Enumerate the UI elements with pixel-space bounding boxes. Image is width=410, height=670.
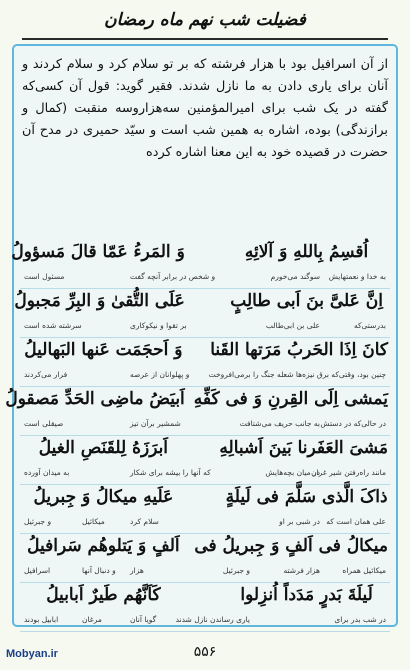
poem-row: [20, 436, 390, 485]
gloss-text: و پهلوانان از عرصه: [130, 370, 190, 379]
poem-row: [14, 289, 390, 338]
verse-right: کانَ اِذَا الحَربُ مَرَتها القَنا: [210, 340, 388, 360]
gloss-text: به خدا و نعمتهایش: [328, 272, 386, 281]
verse-left: اَبیَضُ ماضِی الحَدِّ مَصقولُ: [5, 389, 185, 409]
content-frame: [5, 44, 398, 627]
poem-row: [5, 387, 390, 436]
gloss-text: به جانب حریف می‌شتافت: [239, 419, 320, 428]
verse-left: کَاَنَّهُم طَیرٌ اَبابیلُ: [46, 585, 161, 605]
gloss-text: بر تقوا و نیکوکاری: [130, 321, 187, 330]
verse-right: لَیلَةَ بَدرٍ مَدَداً اُنزِلوا: [240, 585, 373, 605]
header-title: فضیلت شب نهم ماه رمضان: [104, 10, 306, 30]
verse-right: ذاکَ الَّذی سَلَّمَ فی لَیلَةٍ: [225, 487, 388, 507]
verse-right: اِنَّ عَلیَّ بنَ اَبی طالِبٍ: [230, 291, 383, 311]
gloss-text: مرغان: [82, 615, 102, 624]
gloss-text: مسئول است: [24, 272, 65, 281]
verse-left: اَلفٍ وَ یَتلوهُم سَرافیلُ: [27, 536, 180, 556]
gloss-text: سوگند می‌خورم: [270, 272, 320, 281]
gloss-text: بدرستی‌که: [353, 321, 386, 330]
gloss-text: و جبرئیل: [222, 566, 250, 575]
header-rule: [22, 38, 388, 40]
verse-left: وَ المَرءُ عَمّا قالَ مَسؤولُ: [11, 242, 185, 262]
gloss-text: شمشیر برآن تیز: [130, 419, 181, 428]
prose-block: [22, 54, 388, 164]
poem-row: [20, 338, 390, 387]
gloss-text: سرشته شده است: [24, 321, 82, 330]
gloss-text: مانند راه‌رفتن شیر غران: [311, 468, 386, 477]
gloss-text: هزار فرشته: [283, 566, 320, 575]
gloss-text: علی همان است که: [326, 517, 386, 526]
gloss-text: و دنبال آنها: [82, 566, 116, 575]
poem-row: [20, 534, 390, 583]
gloss-text: در حالی‌که در دستش: [320, 419, 386, 428]
gloss-text: فرار می‌کردند: [24, 370, 68, 379]
gloss-text: و جبرئیل: [24, 517, 52, 526]
verse-right: اُقسِمُ بِاللهِ وَ آلائِهِ: [244, 242, 369, 262]
gloss-text: هزار: [130, 566, 144, 575]
verse-right: میکالُ فی اَلفٍ وَ جِبریلُ فی: [194, 536, 388, 556]
gloss-text: در میان بچه‌هایش: [265, 468, 320, 477]
gloss-text: به میدان آورده: [24, 468, 70, 477]
gloss-text: ابابیل بودند: [24, 615, 59, 624]
page-number: ۵۵۶: [193, 644, 217, 660]
verse-left: اَبرَزَهُ لِلقَنَصِ الغیلُ: [38, 438, 169, 458]
poem-row: [11, 240, 390, 289]
gloss-text: در شب بدر برای: [334, 615, 386, 624]
gloss-text: یاری رساندن نازل شدند: [175, 615, 250, 624]
verse-left: وَ اَحجَمَت عَنها البَهالیلُ: [24, 340, 183, 360]
poem-table: [5, 240, 390, 632]
poem-row: [20, 583, 390, 632]
gloss-text: که آنها را بیشه برای شکار: [130, 468, 211, 477]
gloss-text: گویا آنان: [130, 615, 157, 624]
verse-left: عَلَیهِ میکالُ وَ جِبریلُ: [33, 487, 174, 507]
gloss-text: چنین بود، وقتی‌که برق نیزه‌ها شعله جنگ را برمی‌افروخت: [208, 370, 386, 379]
verse-right: یَمشی اِلَی القِرنِ وَ فی کَفِّهِ: [193, 389, 388, 409]
gloss-text: در شبی بر او: [279, 517, 320, 526]
gloss-text: اسرافیل: [24, 566, 51, 575]
gloss-text: میکائیل: [82, 517, 105, 526]
gloss-text: و شخص در برابر آنچه گفت: [130, 272, 216, 281]
gloss-text: میکائیل همراه: [342, 566, 386, 575]
prose-paragraph: از آن اسرافیل بود با هزار فرشته که بر تو سلام کرد و سلام کردند و آنان برای یاری دادن به ما نازل شدند. فقیر گوید: قول آن کسی‌که گفته در یک شب برای امیرالمؤمنین سه‌هزاروسه منقبت (کمال و برازندگی) بوده، اشاره به همین شب است و سیّد حمیری در مدح آن حضرت در قصیده خود به این معنا اشاره کرده: [22, 57, 388, 160]
verse-right: مَشیَ العَفَرنا بَینَ اَشبالِهِ: [219, 438, 388, 458]
site-watermark: Mobyan.ir: [6, 648, 58, 660]
gloss-text: علی بن ابی‌طالب: [265, 321, 320, 330]
poem-row: [20, 485, 390, 534]
gloss-text: سلام کرد: [130, 517, 159, 526]
verse-left: عَلَی التُّقیٰ وَ البِرِّ مَجبولُ: [14, 291, 185, 311]
gloss-text: صیقلی است: [24, 419, 64, 428]
page-header: [14, 4, 396, 40]
